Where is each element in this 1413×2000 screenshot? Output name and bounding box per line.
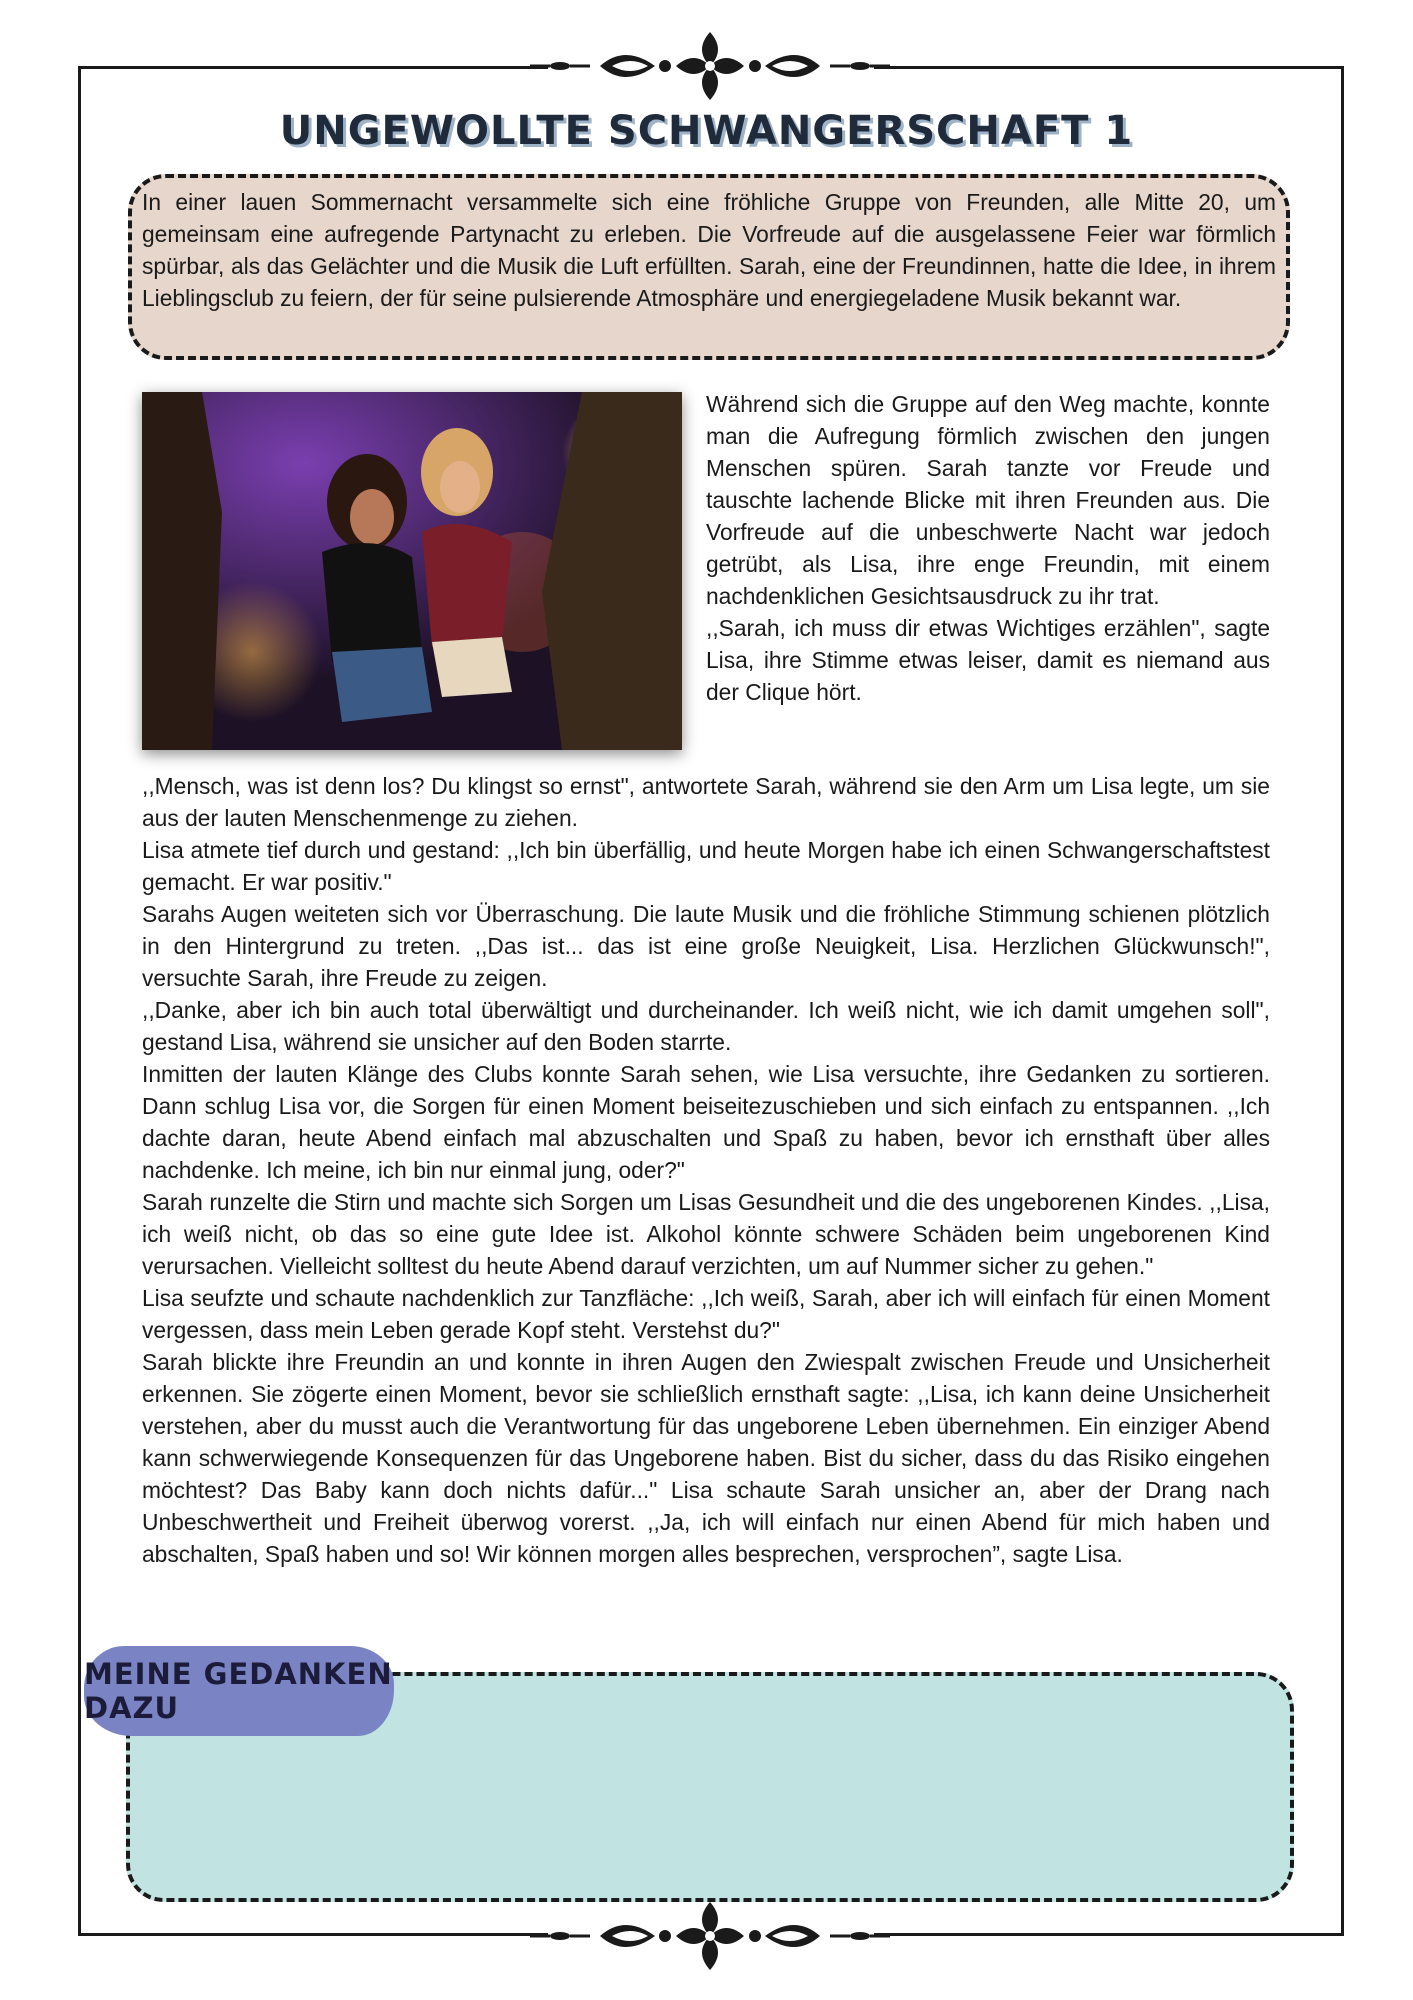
thoughts-label-text: MEINE GEDANKEN DAZU xyxy=(84,1657,393,1725)
frame-bottom-right-line xyxy=(874,1933,1344,1936)
party-photo-image xyxy=(142,392,682,750)
story-paragraph: Inmitten der lauten Klänge des Clubs konnte Sarah sehen, wie Lisa versuchte, ihre Gedanken zu sortieren. Dann schlug Lisa vor, die Sorgen für einen Moment beiseitezuschieben und sich einfach zu entspannen. ,,Ich dachte daran, heute Abend einfach mal abzuschalten und Spaß zu haben, bevor ich ernsthaft über alles nachdenke. Ich meine, ich bin nur einmal jung, oder?" xyxy=(142,1061,1270,1183)
frame-left-line xyxy=(78,66,81,1936)
frame-right-line xyxy=(1341,66,1344,1936)
intro-text: In einer lauen Sommernacht versammelte sich eine fröhliche Gruppe von Freunden, alle Mitte 20, um gemeinsam eine aufregende Partynacht zu erleben. Die Vorfreude auf die ausgelassene Feier war förmlich spürbar, als das Gelächter und die Musik die Luft erfüllten. Sarah, eine der Freundinnen, hatte die Idee, in ihrem Lieblingsclub zu feiern, der für seine pulsierende Atmosphäre und energiegeladene Musik bekannt war. xyxy=(142,189,1276,311)
bottom-ornament-icon xyxy=(530,1896,890,1976)
story-paragraph: Sarah blickte ihre Freundin an und konnte in ihren Augen den Zwiespalt zwischen Freude und Unsicherheit erkennen. Sie zögerte einen Moment, bevor sie schließlich ernsthaft sagte: ,,Lisa, ich kann deine Unsicherheit verstehen, aber du musst auch die Verantwortung für das ungeborene Leben übernehmen. Ein einziger Abend kann schwerwiegende Konsequenzen für das Ungeborene haben. Bist du sicher, dass du das Risiko eingehen möchtest? Das Baby kann doch nichts dafür..." Lisa schaute Sarah unsicher an, aber der Drang nach Unbeschwertheit und Freiheit überwog vorerst. ,,Ja, ich will einfach nur einen Abend für mich haben und abschalten, Spaß haben und so! Wir können morgen alles besprechen, versprochen”, sagte Lisa. xyxy=(142,1349,1270,1567)
frame-top-right-line xyxy=(874,66,1344,69)
page-title: UNGEWOLLTE SCHWANGERSCHAFT 1 xyxy=(279,108,1134,154)
frame-top-left-line xyxy=(78,66,548,69)
story-paragraph: Lisa seufzte und schaute nachdenklich zur Tanzfläche: ,,Ich weiß, Sarah, aber ich will einfach für einen Moment vergessen, dass mein Leben gerade Kopf steht. Verstehst du?" xyxy=(142,1285,1270,1343)
frame-bottom-left-line xyxy=(78,1933,548,1936)
story-paragraph: ,,Danke, aber ich bin auch total überwältigt und durcheinander. Ich weiß nicht, wie ich damit umgehen soll", gestand Lisa, während sie unsicher auf den Boden starrte. xyxy=(142,997,1270,1055)
top-ornament-icon xyxy=(530,26,890,106)
story-paragraph: Lisa atmete tief durch und gestand: ,,Ich bin überfällig, und heute Morgen habe ich einen Schwangerschaftstest gemacht. Er war positiv." xyxy=(142,837,1270,895)
thoughts-label-badge xyxy=(84,1646,394,1736)
side-text-block xyxy=(706,388,1270,708)
story-paragraph: Sarah runzelte die Stirn und machte sich Sorgen um Lisas Gesundheit und die des ungeborenen Kindes. ,,Lisa, ich weiß nicht, ob das so eine gute Idee ist. Alkohol könnte schwere Schäden beim ungeborenen Kind verursachen. Vielleicht solltest du heute Abend darauf verzichten, um auf Nummer sicher zu gehen." xyxy=(142,1189,1270,1279)
side-paragraph: ,,Sarah, ich muss dir etwas Wichtiges erzählen", sagte Lisa, ihre Stimme etwas leiser, damit es niemand aus der Clique hört. xyxy=(706,615,1270,705)
story-body xyxy=(142,770,1270,1570)
party-photo xyxy=(142,392,682,750)
side-paragraph: Während sich die Gruppe auf den Weg machte, konnte man die Aufregung förmlich zwischen den jungen Menschen spüren. Sarah tanzte vor Freude und tauschte lachende Blicke mit ihren Freunden aus. Die Vorfreude auf die unbeschwerte Nacht war jedoch getrübt, als Lisa, ihre enge Freundin, mit einem nachdenklichen Gesichtsausdruck zu ihr trat. xyxy=(706,391,1270,609)
story-paragraph: Sarahs Augen weiteten sich vor Überraschung. Die laute Musik und die fröhliche Stimmung schienen plötzlich in den Hintergrund zu treten. ,,Das ist... das ist eine große Neuigkeit, Lisa. Herzlichen Glückwunsch!", versuchte Sarah, ihre Freude zu zeigen. xyxy=(142,901,1270,991)
story-paragraph: ,,Mensch, was ist denn los? Du klingst so ernst", antwortete Sarah, während sie den Arm um Lisa legte, um sie aus der lauten Menschenmenge zu ziehen. xyxy=(142,773,1270,831)
